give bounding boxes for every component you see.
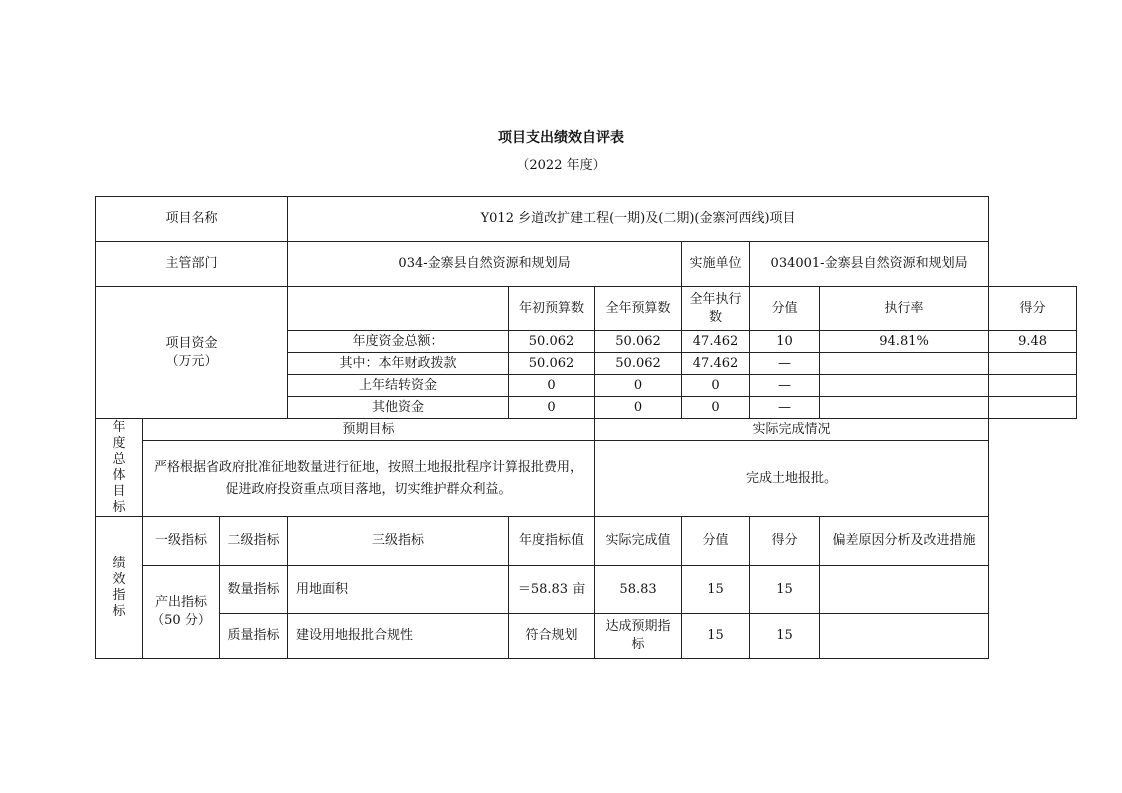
funds-cell: 0 bbox=[509, 375, 595, 397]
indicator-header: 偏差原因分析及改进措施 bbox=[820, 517, 989, 566]
funds-cell: 0 bbox=[595, 375, 682, 397]
funds-cell: 47.462 bbox=[682, 353, 750, 375]
level2-indicator: 数量指标 bbox=[220, 566, 288, 614]
funds-cell: — bbox=[750, 353, 820, 375]
score-value: 15 bbox=[682, 614, 750, 659]
funds-header-cell: 全年预算数 bbox=[595, 287, 682, 331]
indicators-label-text: 绩效指标 bbox=[112, 555, 126, 619]
funds-row-label: 年度资金总额： bbox=[288, 331, 509, 353]
page-title: 项目支出绩效自评表 bbox=[498, 130, 624, 146]
actual-value: 达成预期指标 bbox=[595, 614, 682, 659]
actual-completion-header: 实际完成情况 bbox=[595, 419, 989, 441]
indicators-header-row bbox=[96, 517, 1077, 566]
department-row bbox=[96, 242, 1077, 287]
indicator-row bbox=[96, 566, 1077, 614]
funds-header-cell: 全年执行数 bbox=[682, 287, 750, 331]
funds-cell: 47.462 bbox=[682, 331, 750, 353]
funds-header-cell: 执行率 bbox=[820, 287, 989, 331]
funds-label-line2: （万元） bbox=[165, 353, 218, 369]
level3-indicator: 用地面积 bbox=[288, 566, 509, 614]
funds-cell: 0 bbox=[682, 397, 750, 419]
funds-header-row bbox=[96, 287, 1077, 331]
funds-cell bbox=[989, 375, 1077, 397]
annual-target: 符合规划 bbox=[509, 614, 595, 659]
funds-header-blank bbox=[288, 287, 509, 331]
expected-goal-header: 预期目标 bbox=[143, 419, 595, 441]
funds-row-label: 上年结转资金 bbox=[288, 375, 509, 397]
funds-label bbox=[96, 287, 288, 419]
indicator-header: 三级指标 bbox=[288, 517, 509, 566]
project-name-row bbox=[96, 197, 1077, 242]
indicator-header: 分值 bbox=[682, 517, 750, 566]
funds-cell: 94.81% bbox=[820, 331, 989, 353]
funds-cell bbox=[820, 353, 989, 375]
indicators-label bbox=[96, 517, 143, 659]
actual-value: 58.83 bbox=[595, 566, 682, 614]
score: 15 bbox=[750, 566, 820, 614]
funds-cell: 50.062 bbox=[509, 353, 595, 375]
funds-cell: 0 bbox=[595, 397, 682, 419]
funds-cell bbox=[989, 397, 1077, 419]
actual-completion-text: 完成土地报批。 bbox=[595, 441, 989, 517]
funds-cell: 50.062 bbox=[595, 331, 682, 353]
funds-cell: 10 bbox=[750, 331, 820, 353]
unit-value: 034001-金寨县自然资源和规划局 bbox=[750, 242, 989, 287]
deviation-reason bbox=[820, 566, 989, 614]
level3-indicator: 建设用地报批合规性 bbox=[288, 614, 509, 659]
funds-cell: 50.062 bbox=[595, 353, 682, 375]
funds-row-label: 其他资金 bbox=[288, 397, 509, 419]
project-name-label: 项目名称 bbox=[96, 197, 288, 242]
funds-cell bbox=[989, 353, 1077, 375]
funds-cell bbox=[820, 397, 989, 419]
score-value: 15 bbox=[682, 566, 750, 614]
level1-indicator bbox=[143, 566, 220, 659]
deviation-reason bbox=[820, 614, 989, 659]
goals-label-text: 年度总体目标 bbox=[112, 419, 126, 515]
funds-header-cell: 得分 bbox=[989, 287, 1077, 331]
funds-cell: 0 bbox=[509, 397, 595, 419]
performance-table bbox=[95, 196, 1077, 659]
goals-content-row bbox=[96, 441, 1077, 517]
funds-row-label: 其中：本年财政拨款 bbox=[288, 353, 509, 375]
expected-goal-text: 严格根据省政府批准征地数量进行征地，按照土地报批程序计算报批费用，促进政府投资重点项目落地，切实维护群众利益。 bbox=[143, 441, 595, 517]
unit-label: 实施单位 bbox=[682, 242, 750, 287]
funds-cell: — bbox=[750, 397, 820, 419]
funds-header-cell: 分值 bbox=[750, 287, 820, 331]
indicator-header: 二级指标 bbox=[220, 517, 288, 566]
indicator-header: 实际完成值 bbox=[595, 517, 682, 566]
annual-target: ＝58.83 亩 bbox=[509, 566, 595, 614]
level1-indicator-line2: （50 分） bbox=[151, 613, 211, 628]
indicator-header: 年度指标值 bbox=[509, 517, 595, 566]
funds-cell: 0 bbox=[682, 375, 750, 397]
level2-indicator: 质量指标 bbox=[220, 614, 288, 659]
funds-cell bbox=[820, 375, 989, 397]
goals-header-row bbox=[96, 419, 1077, 441]
indicator-header: 得分 bbox=[750, 517, 820, 566]
page-subtitle: （2022 年度） bbox=[516, 158, 606, 173]
funds-cell: — bbox=[750, 375, 820, 397]
level1-indicator-line1: 产出指标 bbox=[154, 595, 207, 610]
funds-label-line1: 项目资金 bbox=[165, 335, 218, 351]
funds-cell: 9.48 bbox=[989, 331, 1077, 353]
project-name-value: Y012 乡道改扩建工程(一期)及(二期)(金寨河西线)项目 bbox=[288, 197, 989, 242]
funds-header-cell: 年初预算数 bbox=[509, 287, 595, 331]
indicator-header: 一级指标 bbox=[143, 517, 220, 566]
dept-label: 主管部门 bbox=[96, 242, 288, 287]
funds-cell: 50.062 bbox=[509, 331, 595, 353]
score: 15 bbox=[750, 614, 820, 659]
goals-label bbox=[96, 419, 143, 517]
dept-value: 034-金寨县自然资源和规划局 bbox=[288, 242, 682, 287]
indicator-row bbox=[96, 614, 1077, 659]
